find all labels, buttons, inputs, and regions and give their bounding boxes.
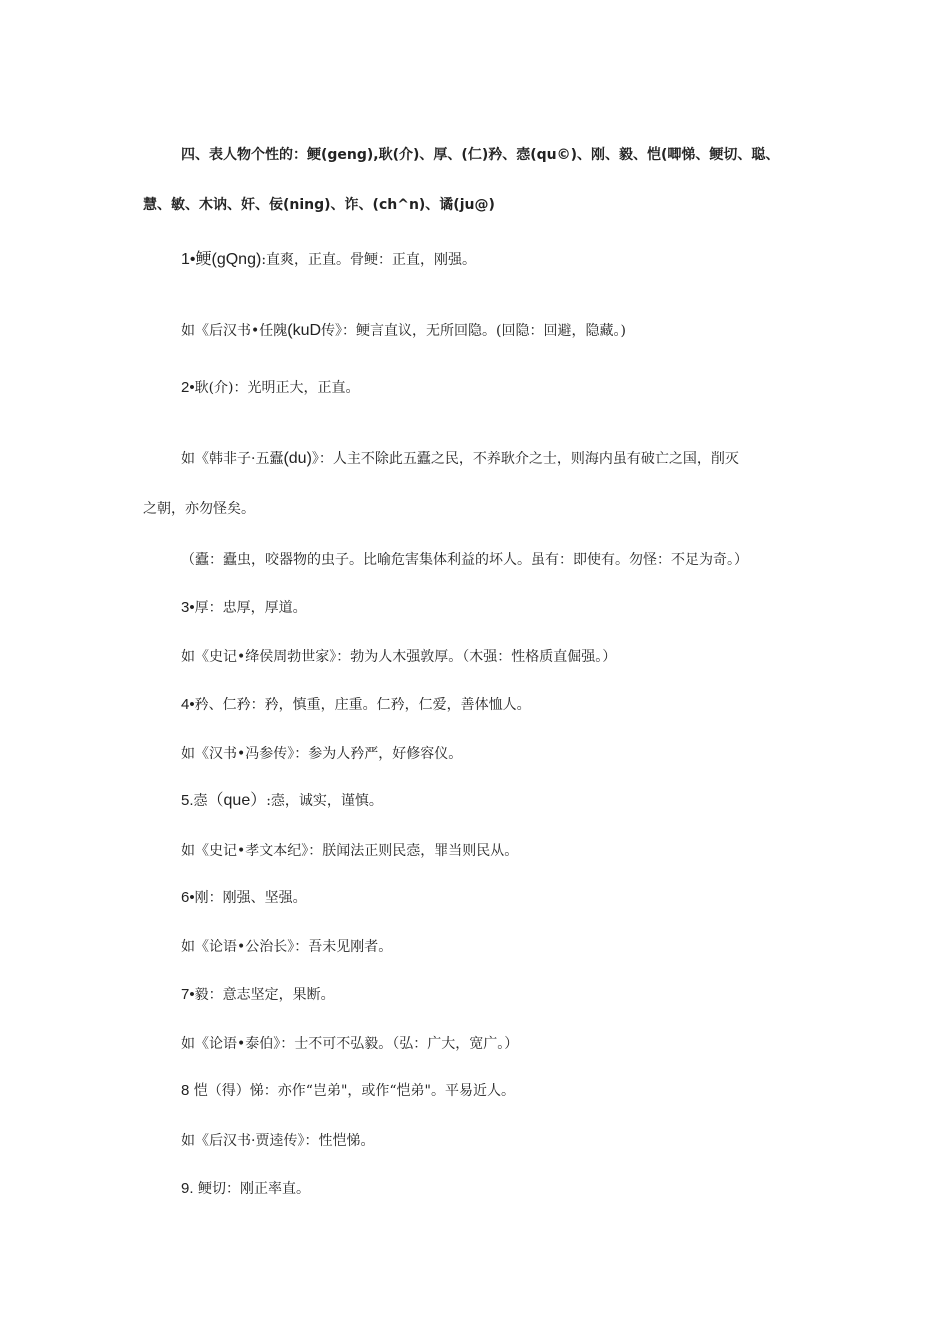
entry-pinyin: (kuD xyxy=(287,322,322,339)
entry-number: 4• xyxy=(181,696,195,713)
entry-number: 6• xyxy=(181,889,195,906)
entry-pinyin: (du) xyxy=(283,450,312,467)
entry-text: 》：人主不除此五蠹之民，不养耿介之士，则海内虽有破亡之国，削灭 xyxy=(311,451,739,467)
entry-number: 2• xyxy=(181,379,195,396)
entry-text: 刚：刚强、坚强。 xyxy=(194,890,307,906)
entry-5 xyxy=(181,791,383,811)
entry-text-pre: 如《韩非子·五蠹 xyxy=(181,451,284,467)
entry-text-pre: 悫 xyxy=(193,793,208,809)
entry-9 xyxy=(181,1179,310,1199)
entry-number: 9. xyxy=(181,1180,194,1197)
entry-text: 恺（得）悌：亦作“岂弟"，或作“恺弟"。平易近人。 xyxy=(193,1083,515,1099)
entry-number: 7• xyxy=(181,986,195,1003)
entry-number: 5. xyxy=(181,792,194,809)
entry-4 xyxy=(181,695,531,715)
entry-7 xyxy=(181,985,335,1005)
entry-4-example: 如《汉书•冯参传》：参为人矜严，好修容仪。 xyxy=(181,746,463,762)
entry-2-note: （蠹：蠹虫，咬器物的虫子。比喻危害集体利益的坏人。虽有：即使有。勿怪：不足为奇。） xyxy=(181,552,748,568)
entry-8 xyxy=(181,1081,515,1101)
entry-number: 1•鲠(gQng) xyxy=(181,251,262,268)
entry-6 xyxy=(181,888,307,908)
heading-line-1: 四、表人物个性的：鲠(geng),耿(介)、厚、(仁)矜、悫(qu©)、刚、毅、恺(唧悌、鲠切、聪、 xyxy=(181,147,780,163)
entry-1-example xyxy=(181,321,626,341)
entry-number: 8 xyxy=(181,1082,190,1099)
entry-3-example: 如《史记•绛侯周勃世家》：勃为人木强敦厚。（木强：性格质直倔强。） xyxy=(181,649,617,665)
entry-number: 3• xyxy=(181,599,195,616)
heading-line-2: 慧、敏、木讷、奸、佞(ning)、诈、(ch^n)、谲(ju@) xyxy=(143,197,495,213)
entry-text: 厚：忠厚，厚道。 xyxy=(194,600,307,616)
entry-2-example xyxy=(181,449,739,469)
entry-text: 矜、仁矜：矜，慎重，庄重。仁矜，仁爱，善体恤人。 xyxy=(194,697,531,713)
entry-8-example: 如《后汉书·贾逵传》：性恺悌。 xyxy=(181,1133,375,1149)
entry-1 xyxy=(181,250,476,270)
entry-text: 传》：鲠言直议，无所回隐。(回隐：回避，隐藏。) xyxy=(321,323,626,339)
entry-text: :直爽，正直。骨鲠：正直，刚强。 xyxy=(261,252,477,268)
entry-7-example: 如《论语•泰伯》：士不可不弘毅。（弘：广大，宽广。） xyxy=(181,1036,519,1052)
entry-text: :悫，诚实，谨慎。 xyxy=(266,793,383,809)
entry-3 xyxy=(181,598,307,618)
entry-pinyin: （que） xyxy=(207,792,267,809)
entry-text: 毅：意志坚定，果断。 xyxy=(194,987,335,1003)
entry-5-example: 如《史记•孝文本纪》：朕闻法正则民悫，罪当则民从。 xyxy=(181,843,519,859)
entry-text-pre: 如《后汉书•任隗 xyxy=(181,323,288,339)
entry-2 xyxy=(181,378,360,398)
entry-2-example-cont: 之朝，亦勿怪矣。 xyxy=(143,501,255,517)
entry-text: 鲠切：刚正率直。 xyxy=(197,1181,310,1197)
entry-text: 耿(介)：光明正大，正直。 xyxy=(194,380,360,396)
entry-6-example: 如《论语•公治长》：吾未见刚者。 xyxy=(181,939,393,955)
